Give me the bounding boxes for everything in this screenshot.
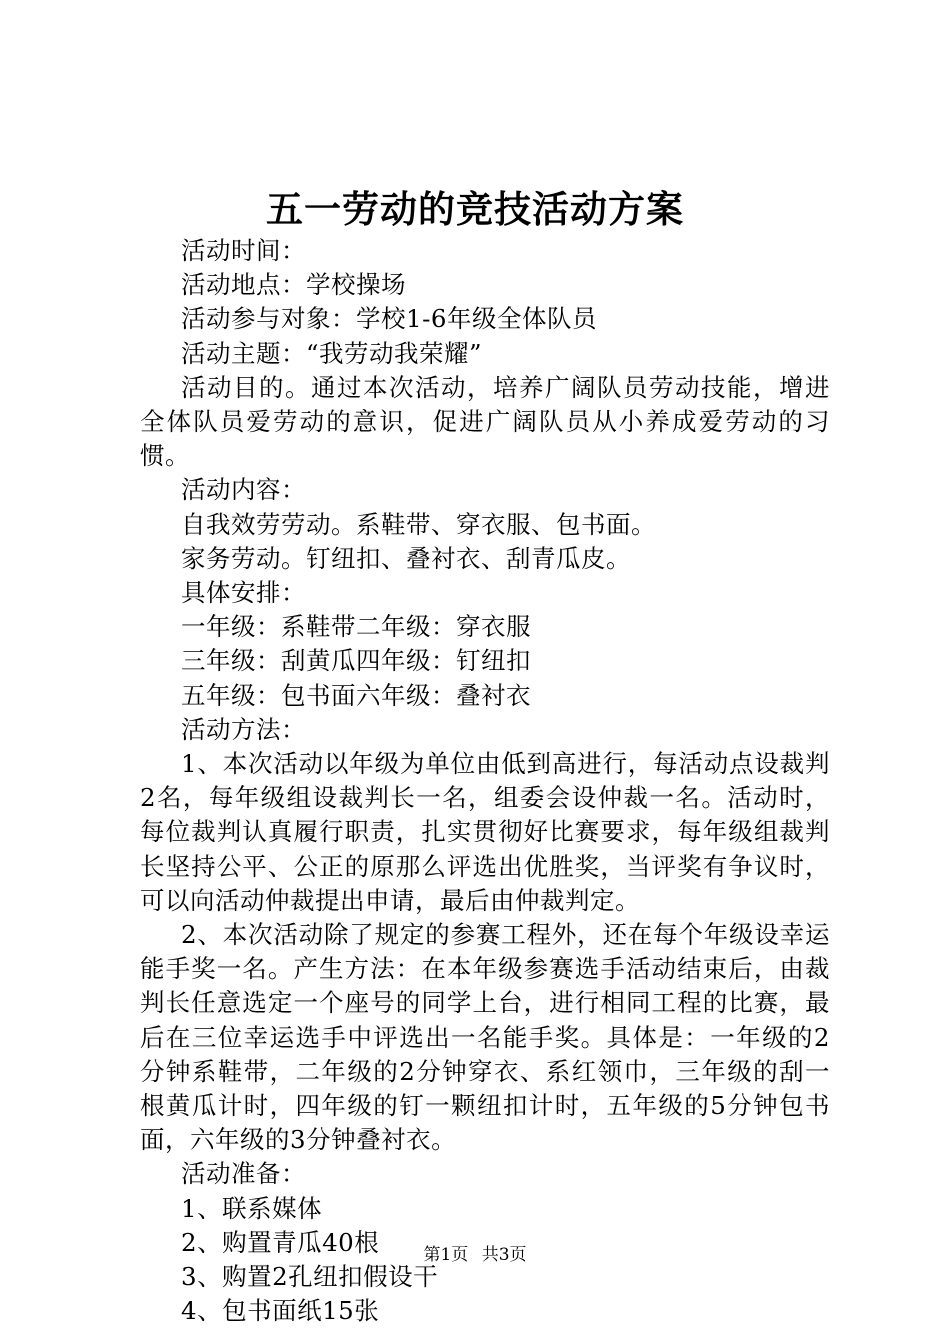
paragraph-preparation-4: 4、包书面纸15张 bbox=[181, 1296, 380, 1326]
paragraph-grade-1-2: 一年级：系鞋带二年级：穿衣服 bbox=[181, 612, 531, 642]
page-footer bbox=[0, 1243, 950, 1267]
paragraph-activity-location: 活动地点：学校操场 bbox=[181, 270, 406, 300]
paragraph-purpose: 活动目的。通过本次活动，培养广阔队员劳动技能，增进全体队员爱劳动的意识，促进广阔队员从小养成爱劳动的习惯。 bbox=[140, 372, 830, 471]
paragraph-preparation-1: 1、联系媒体 bbox=[181, 1193, 323, 1223]
paragraph-arrangement-heading: 具体安排： bbox=[181, 578, 306, 608]
paragraph-preparation-3: 3、购置2孔纽扣假设干 bbox=[181, 1262, 439, 1292]
paragraph-method-2: 2、本次活动除了规定的参赛工程外，还在每个年级设幸运能手奖一名。产生方法：在本年级参赛选手活动结束后，由裁判长任意选定一个座号的同学上台，进行相同工程的比赛，最后在三位幸运选手中评选出一名能手奖。具体是：一年级的2分钟系鞋带，二年级的2分钟穿衣、系红领巾，三年级的刮一根黄瓜计时，四年级的钉一颗纽扣计时，五年级的5分钟包书面，六年级的3分钟叠衬衣。 bbox=[140, 920, 830, 1155]
paragraph-grade-5-6: 五年级：包书面六年级：叠衬衣 bbox=[181, 680, 531, 710]
paragraph-method-heading: 活动方法： bbox=[181, 714, 306, 744]
page-number: 第1页 bbox=[423, 1245, 469, 1265]
page-total: 共3页 bbox=[481, 1245, 527, 1265]
document-body bbox=[140, 234, 830, 1329]
document-title: 五一劳动的竞技活动方案 bbox=[266, 187, 684, 231]
paragraph-self-service: 自我效劳劳动。系鞋带、穿衣服、包书面。 bbox=[181, 509, 656, 539]
paragraph-content-heading: 活动内容： bbox=[181, 475, 306, 505]
paragraph-theme: 活动主题：“我劳动我荣耀” bbox=[181, 338, 483, 368]
paragraph-preparation-heading: 活动准备： bbox=[181, 1159, 306, 1189]
paragraph-preparation-2: 2、购置青瓜40根 bbox=[181, 1227, 380, 1257]
paragraph-grade-3-4: 三年级：刮黄瓜四年级：钉纽扣 bbox=[181, 646, 531, 676]
paragraph-participants: 活动参与对象：学校1-6年级全体队员 bbox=[181, 304, 597, 334]
paragraph-housework: 家务劳动。钉纽扣、叠衬衣、刮青瓜皮。 bbox=[181, 543, 631, 573]
paragraph-method-1: 1、本次活动以年级为单位由低到高进行，每活动点设裁判2名，每年级组设裁判长一名，组委会设仲裁一名。活动时，每位裁判认真履行职责，扎实贯彻好比赛要求，每年级组裁判长坚持公平、公正的原那么评选出优胜奖，当评奖有争议时，可以向活动仲裁提出申请，最后由仲裁判定。 bbox=[140, 749, 830, 915]
paragraph-activity-time: 活动时间： bbox=[181, 236, 306, 265]
